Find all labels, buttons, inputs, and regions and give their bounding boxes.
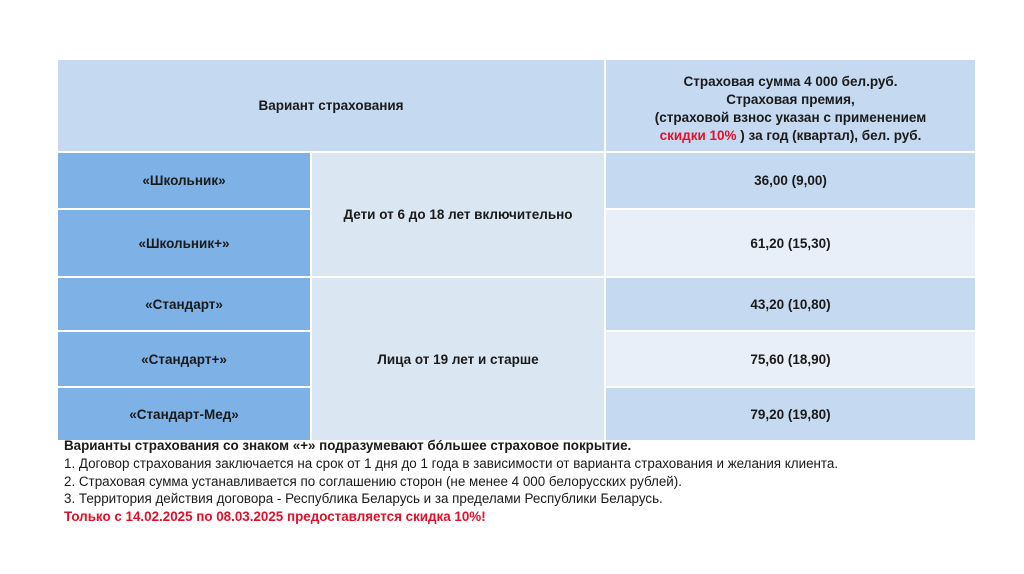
table-header-row	[57, 59, 976, 152]
header-variant: Вариант страхования	[57, 59, 605, 152]
header-sum-line4	[614, 127, 967, 145]
note-item: 3. Территория действия договора - Республика Беларусь и за пределами Республики Беларусь.	[64, 491, 663, 507]
notes	[64, 437, 984, 526]
table-row	[57, 277, 976, 331]
variant-cell: «Стандарт+»	[57, 331, 311, 387]
price-cell: 79,20 (19,80)	[605, 387, 976, 441]
insurance-table	[56, 58, 977, 442]
note-item: 2. Страховая сумма устанавливается по соглашению сторон (не менее 4 000 белорусских рублей).	[64, 473, 682, 489]
promo-text: Только с 14.02.2025 по 08.03.2025 предоставляется скидка 10%!	[64, 509, 486, 525]
note-item: 1. Договор страхования заключается на срок от 1 дня до 1 года в зависимости от варианта страхования и желания клиента.	[64, 455, 839, 471]
header-sum-line4-rest: ) за год (квартал), бел. руб.	[736, 127, 922, 143]
table-row	[57, 152, 976, 209]
variant-cell: «Стандарт-Мед»	[57, 387, 311, 441]
group-cell: Лица от 19 лет и старше	[311, 277, 605, 441]
header-sum-line3: (страховой взнос указан с применением	[654, 109, 927, 125]
variant-cell: «Школьник+»	[57, 209, 311, 277]
price-cell: 75,60 (18,90)	[605, 331, 976, 387]
notes-intro: Варианты страхования со знаком «+» подразумевают бóльшее страховое покрытие.	[64, 438, 632, 453]
header-sum-line1: Страховая сумма 4 000 бел.руб.	[683, 73, 898, 89]
group-cell: Дети от 6 до 18 лет включительно	[311, 152, 605, 277]
price-cell: 43,20 (10,80)	[605, 277, 976, 331]
variant-cell: «Стандарт»	[57, 277, 311, 331]
variant-cell: «Школьник»	[57, 152, 311, 209]
header-sum-line2: Страховая премия,	[726, 91, 855, 107]
price-cell: 36,00 (9,00)	[605, 152, 976, 209]
header-sum	[605, 59, 976, 152]
price-cell: 61,20 (15,30)	[605, 209, 976, 277]
header-discount: скидки 10%	[659, 127, 737, 143]
